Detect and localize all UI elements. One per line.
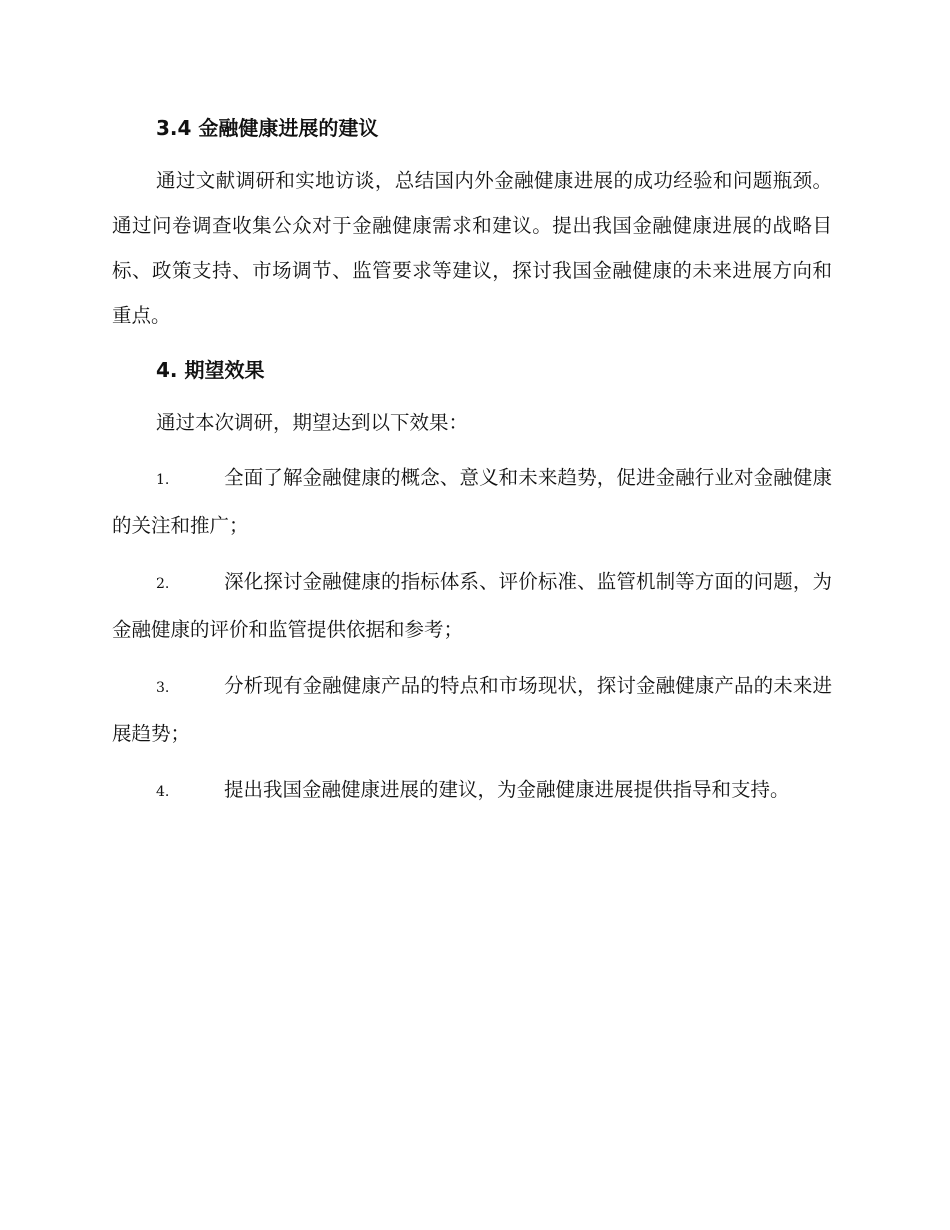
document-body	[112, 110, 832, 826]
list-item	[112, 767, 832, 815]
list-item-number: 2.	[156, 576, 170, 592]
section-heading-4: 4. 期望效果	[156, 358, 265, 382]
list-item	[112, 559, 832, 652]
list-item-text: 全面了解金融健康的概念、意义和未来趋势，促进金融行业对金融健康的关注和推广；	[112, 466, 832, 537]
list-item-text: 分析现有金融健康产品的特点和市场现状，探讨金融健康产品的未来进展趋势；	[112, 674, 832, 745]
section-4-intro: 通过本次调研，期望达到以下效果：	[156, 411, 469, 434]
list-item-number: 3.	[156, 680, 170, 696]
list-item-number: 4.	[156, 784, 170, 800]
list-item	[112, 455, 832, 548]
list-item	[112, 663, 832, 756]
list-item-number: 1.	[156, 472, 170, 488]
section-3-4-paragraph: 通过文献调研和实地访谈，总结国内外金融健康进展的成功经验和问题瓶颈。通过问卷调查收集公众对于金融健康需求和建议。提出我国金融健康进展的战略目标、政策支持、市场调节、监管要求等建议，探讨我国金融健康的未来进展方向和重点。	[112, 169, 832, 327]
list-item-text: 深化探讨金融健康的指标体系、评价标准、监管机制等方面的问题，为金融健康的评价和监管提供依据和参考；	[112, 570, 832, 641]
section-heading-3-4: 3.4 金融健康进展的建议	[156, 116, 379, 140]
list-item-text: 提出我国金融健康进展的建议，为金融健康进展提供指导和支持。	[224, 778, 790, 801]
